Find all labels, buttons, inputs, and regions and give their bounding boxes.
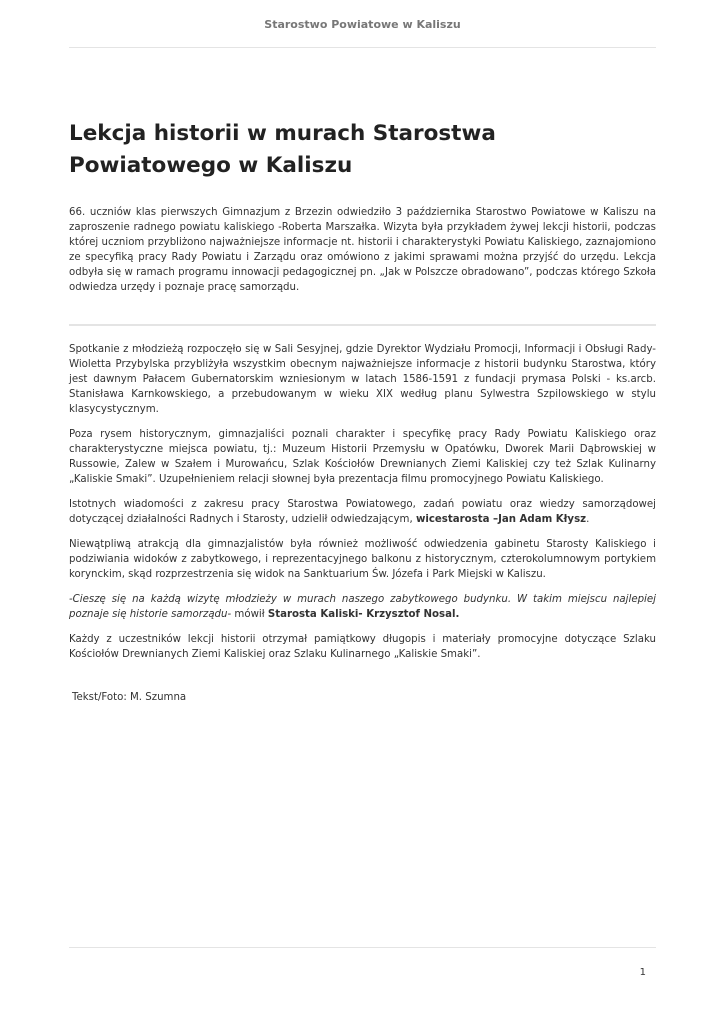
- starost-name: Starosta Kaliski- Krzysztof Nosal.: [267, 609, 460, 620]
- section-divider: [69, 324, 656, 326]
- paragraph-balcony: Niewątpliwą atrakcją dla gimnazjalistów była również możliwość odwiedzenia gabinetu Starosty Kaliskiego i podziwiania widoków z zabytkowego, i reprezentacyjnego balkonu z historycznym, czterokolumnowym portykiem korynckim, skąd rozprzestrzenia się widok na Sanktuarium Św. Józefa i Park Miejski w Kaliszu.: [69, 539, 656, 580]
- intro-paragraph: 66. uczniów klas pierwszych Gimnazjum z Brzezin odwiedziło 3 października Starostwo Powiatowe w Kaliszu na zaproszenie radnego powiatu kaliskiego -Roberta Marszałka. Wizyta była przykładem żywej lekcji historii, podczas której uczniom przybliżono najważniejsze informacje nt. historii i charakterystyki Powiatu Kaliskiego, zaznajomiono ze specyfiką pracy Rady Powiatu i Zarządu oraz omówiono z jakimi sprawami można przyjść do urzędu. Lekcja odbyła się w ramach programu innowacji pedagogicznej pn. „Jak w Polszcze obradowano”, podczas którego Szkoła odwiedza urzędy i poznaje pracę samorządu.: [69, 207, 656, 293]
- footer-divider: [69, 947, 656, 948]
- article-intro: [69, 205, 656, 305]
- quote-attribution-verb: mówił: [231, 609, 268, 620]
- paragraph-text: Istotnych wiadomości z zakresu pracy Starostwa Powiatowego, zadań powiatu oraz wiedzy samorządowej dotyczącej działalności Radnych i Starosty, udzielił odwiedzającym,: [69, 499, 656, 525]
- header-divider: [69, 47, 656, 48]
- article-body: [69, 342, 656, 672]
- page-header: Starostwo Powiatowe w Kaliszu: [264, 18, 461, 31]
- photo-credit: Tekst/Foto: M. Szumna: [72, 692, 187, 703]
- starost-quote: -Cieszę się na każdą wizytę młodzieży w murach naszego zabytkowego budynku. W takim miejscu najlepiej poznaje się historie samorządu-: [69, 594, 656, 620]
- vice-starost-name: wicestarosta –Jan Adam Kłysz: [415, 514, 587, 525]
- paragraph-end: .: [586, 514, 590, 525]
- paragraph-quote: [69, 592, 656, 622]
- page-number: 1: [639, 967, 646, 978]
- article-title: Lekcja historii w murach Starostwa Powiatowego w Kaliszu: [69, 121, 496, 178]
- paragraph-meeting: Spotkanie z młodzieżą rozpoczęło się w Sali Sesyjnej, gdzie Dyrektor Wydziału Promocji, Informacji i Obsługi Rady- Wioletta Przybylska przybliżyła wszystkim obecnym najważniejsze informacje z historii budynku Starostwa, który jest dawnym Pałacem Gubernatorskim wzniesionym w latach 1586-1591 z fundacji prymasa Polski - ks.arcb. Stanisława Karnkowskiego, a przebudowanym w wieku XIX według planu Sylwestra Szpilowskiego w stylu klasycystycznym.: [69, 344, 656, 415]
- paragraph-gifts: Każdy z uczestników lekcji historii otrzymał pamiątkowy długopis i materiały promocyjne dotyczące Szlaku Kościołów Drewnianych Ziemi Kaliskiej oraz Szlaku Kulinarnego „Kaliskie Smaki”.: [69, 634, 656, 660]
- paragraph-vice-starost: [69, 497, 656, 527]
- paragraph-history: Poza rysem historycznym, gimnazjaliści poznali charakter i specyfikę pracy Rady Powiatu Kaliskiego oraz charakterystyczne miejsca powiatu, tj.: Muzeum Historii Przemysłu w Opatówku, Dworek Marii Dąbrowskiej w Russowie, Zalew w Szałem i Murowańcu, Szlak Kościołów Drewnianych Ziemi Kaliskiej czy też Szlak Kulinarny „Kaliskie Smaki”. Uzupełnieniem relacji słownej była prezentacja filmu promocyjnego Powiatu Kaliskiego.: [69, 429, 656, 485]
